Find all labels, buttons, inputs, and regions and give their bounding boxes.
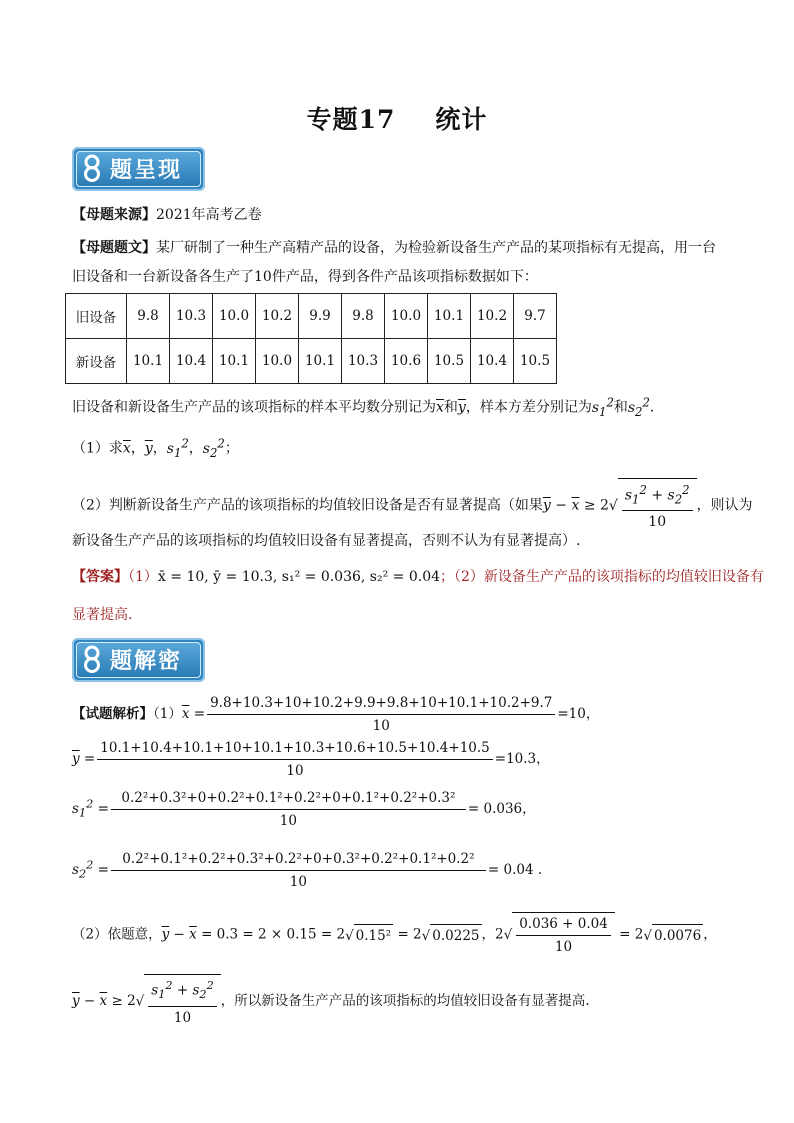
table-cell: 9.9	[299, 294, 342, 339]
solution-part2: （2）依题意，$\overline{y} - \overline{x} = 0.3 = 2 \times 0.15 = 2√$ 0.15² = 2√ 0.0225 ，2√ $\frac{0.036 + 0.04}{10}$ = 2√ 0.0076 ，	[72, 912, 732, 958]
end-punct: ，	[703, 926, 717, 943]
value: = 0.04 .	[487, 862, 543, 878]
table-cell: 10.0	[385, 294, 428, 339]
solution-s2: $s_2^2$ = $\frac{\text{0.2²+0.1²+0.2²+0.3²+0.2²+0+0.3²+0.2²+0.1²+0.2²}}{10}$ = 0.04 .	[72, 848, 732, 893]
ybar-symbol: $\overline{y}$	[457, 399, 466, 416]
sqrt-symbol: √ 0.0225	[422, 924, 482, 947]
table-row	[66, 339, 557, 384]
numerator: 0.036 + 0.04	[516, 913, 611, 936]
xbar-symbol: $\overline{x}$	[181, 706, 190, 722]
solution-part1: （1）	[153, 706, 182, 722]
table-cell: 9.7	[514, 294, 557, 339]
text-segment: ，样本方差分别记为	[465, 399, 592, 416]
table-cell: 10.5	[514, 339, 557, 384]
solution-label: 【试题解析】	[72, 706, 153, 722]
q1-label: （1）求	[72, 440, 123, 457]
q2-label: （2）判断新设备生产产品的该项指标的均值较旧设备是否有显著提高（如果	[72, 497, 543, 514]
value: =10.3，	[494, 751, 550, 767]
q2-after: ，则认为	[696, 497, 753, 514]
problem-label: 【母题题文】	[72, 240, 156, 256]
page-title	[0, 100, 794, 136]
table-cell: 10.4	[170, 339, 213, 384]
table-cell: 10.0	[256, 339, 299, 384]
table-cell: 10.4	[471, 339, 514, 384]
conclusion-text: ，所以新设备生产产品的该项指标的均值较旧设备有显著提高.	[220, 993, 590, 1010]
answer-line-2: 显著提高.	[72, 607, 133, 623]
figure-eight-icon	[81, 645, 103, 673]
solution-s1: $s_1^2$ = $\frac{\text{0.2²+0.3²+0+0.2²+0.1²+0.2²+0+0.1²+0.2²+0.3²}}{10}$ = 0.036，	[72, 787, 732, 832]
part2-label: （2）依题意，	[72, 926, 162, 943]
s2-symbol: $s_2^2$	[72, 858, 94, 881]
xbar-symbol: $\overline{x}$	[189, 926, 197, 943]
ybar-symbol: $\overline{y}$	[144, 440, 153, 457]
fraction	[97, 737, 493, 782]
answer-label: 【答案】	[72, 569, 128, 585]
fraction	[111, 787, 466, 832]
sqrt-symbol: √ $\frac{s_1^2 + s_2^2}{10}$	[609, 478, 697, 533]
source-line	[72, 204, 732, 226]
s2-symbol: $s_2^2$	[202, 436, 225, 460]
numerator: 9.8+10.3+10+10.2+9.9+9.8+10+10.1+10.2+9.7	[207, 692, 555, 715]
sqrt-symbol: √ 0.15²	[345, 924, 393, 947]
xbar-symbol: $\overline{x}$	[99, 993, 108, 1010]
radicand: 0.0225	[430, 924, 481, 947]
answer-formula: x̄ = 10, ȳ = 10.3, s₁² = 0.036, s₂² = 0.04	[157, 569, 441, 585]
source-text: 2021年高考乙卷	[156, 207, 262, 223]
separator: ，2	[481, 926, 504, 943]
badge-label: 题呈现	[110, 158, 183, 183]
denominator: 10	[554, 939, 573, 955]
ybar-symbol: $\overline{y}$	[72, 993, 80, 1010]
denominator: 10	[286, 763, 304, 779]
separator: ，	[188, 440, 203, 457]
title-subject: 统计	[435, 105, 488, 134]
s1-symbol: $s_1^2$	[72, 797, 94, 820]
fraction	[207, 692, 555, 737]
question-1	[72, 432, 732, 463]
xbar-symbol: $\overline{x}$	[122, 440, 131, 457]
section-badge-decode	[72, 638, 205, 682]
value: =10，	[557, 706, 600, 722]
section-badge-present	[72, 147, 205, 191]
text-segment: 和	[613, 399, 628, 416]
question-2-line-2: 新设备生产产品的该项指标的均值较旧设备有显著提高，否则不认为有显著提高）.	[72, 533, 581, 549]
source-label: 【母题来源】	[72, 207, 156, 223]
answer-part1: （1）	[128, 569, 158, 585]
equals: = 2	[397, 926, 422, 943]
table-cell: 10.6	[385, 339, 428, 384]
text-segment: 和	[443, 399, 458, 416]
xbar-symbol: $\overline{x}$	[571, 497, 580, 514]
problem-line-1	[72, 237, 732, 259]
title-topic: 专题17	[306, 105, 396, 134]
radicand: 0.0076	[652, 924, 703, 947]
s1-symbol: $s_1^2$	[591, 395, 614, 419]
mean-variance-line	[72, 391, 732, 422]
separator: ，	[152, 440, 167, 457]
chain: = 0.3 = 2 × 0.15 = 2	[201, 926, 346, 943]
q2-condition: ≥ 2	[583, 497, 609, 514]
table-cell: 10.1	[127, 339, 170, 384]
s1-symbol: $s_1^2$	[166, 436, 189, 460]
table-cell: 10.2	[256, 294, 299, 339]
inequality: ≥ 2	[111, 993, 136, 1010]
badge-label: 题解密	[110, 649, 183, 674]
answer-line-1	[72, 566, 764, 588]
xbar-symbol: $\overline{x}$	[436, 399, 444, 416]
answer-part2: ；（2）新设备生产产品的该项指标的均值较旧设备有	[440, 569, 764, 585]
sqrt-symbol: √ $\frac{s_1^2 + s_2^2}{10}$	[136, 974, 221, 1029]
numerator: 0.2²+0.3²+0+0.2²+0.1²+0.2²+0+0.1²+0.2²+0.3²	[111, 787, 466, 810]
table-row	[66, 294, 557, 339]
numerator: 0.2²+0.1²+0.2²+0.3²+0.2²+0+0.3²+0.2²+0.1²+0.2²	[111, 848, 486, 871]
table-cell: 10.3	[170, 294, 213, 339]
separator: ，	[130, 440, 145, 457]
problem-text: 某厂研制了一种生产高精产品的设备，为检验新设备生产产品的某项指标有无提高，用一台	[156, 240, 716, 256]
solution-xbar: 【试题解析】$(1)\overline{x}$ = $\frac{9.8+10.3+10+10.2+9.9+9.8+10+10.1+10.2+9.7}{10}$ =10，	[72, 692, 732, 737]
numerator: 10.1+10.4+10.1+10+10.1+10.3+10.6+10.5+10.4+10.5	[97, 737, 493, 760]
table-cell: 10.1	[428, 294, 471, 339]
q1-end: ；	[224, 440, 239, 457]
sqrt-symbol: √ $\frac{0.036 + 0.04}{10}$	[504, 912, 615, 958]
ybar-symbol: $\overline{y}$	[72, 751, 80, 767]
row-label: 旧设备	[66, 294, 127, 339]
question-2: （2）判断新设备生产产品的该项指标的均值较旧设备是否有显著提高（如果$\overline{y} - \overline{x} \ge 2√$ $\frac{s_1^2 + s_2^2}{10}$ ，则认为	[72, 478, 732, 533]
fraction	[111, 848, 486, 893]
table-cell: 9.8	[127, 294, 170, 339]
solution-ybar: $\overline{y}$ = $\frac{10.1+10.4+10.1+10+10.1+10.3+10.6+10.5+10.4+10.5}{10}$ =10.3，	[72, 737, 732, 782]
table-cell: 10.2	[471, 294, 514, 339]
table-cell: 9.8	[342, 294, 385, 339]
text-segment: 旧设备和新设备生产产品的该项指标的样本平均数分别记为	[72, 399, 436, 416]
radicand: 0.15²	[354, 924, 393, 947]
solution-conclusion: $\overline{y} - \overline{x} \ge 2√$ $\frac{s_1^2 + s_2^2}{10}$ ，所以新设备生产产品的该项指标的均值较旧设备有显著提高.	[72, 974, 732, 1029]
text-segment: .	[649, 399, 655, 416]
data-table	[65, 293, 557, 384]
ybar-symbol: $\overline{y}$	[542, 497, 551, 514]
denominator: 10	[173, 1010, 192, 1027]
denominator: 10	[279, 813, 297, 829]
table-cell: 10.1	[299, 339, 342, 384]
denominator: 10	[372, 718, 390, 734]
table-cell: 10.1	[213, 339, 256, 384]
equals: = 2	[619, 926, 644, 943]
table-cell: 10.3	[342, 339, 385, 384]
value: = 0.036，	[467, 801, 536, 817]
problem-line-2: 旧设备和一台新设备各生产了10件产品，得到各件产品该项指标数据如下：	[72, 269, 538, 285]
table-cell: 10.0	[213, 294, 256, 339]
sqrt-symbol: √ 0.0076	[643, 924, 703, 947]
s2-symbol: $s_2^2$	[627, 395, 650, 419]
denominator: 10	[289, 874, 307, 890]
ybar-symbol: $\overline{y}$	[161, 926, 170, 943]
table-cell: 10.5	[428, 339, 471, 384]
row-label: 新设备	[66, 339, 127, 384]
figure-eight-icon	[81, 154, 103, 182]
